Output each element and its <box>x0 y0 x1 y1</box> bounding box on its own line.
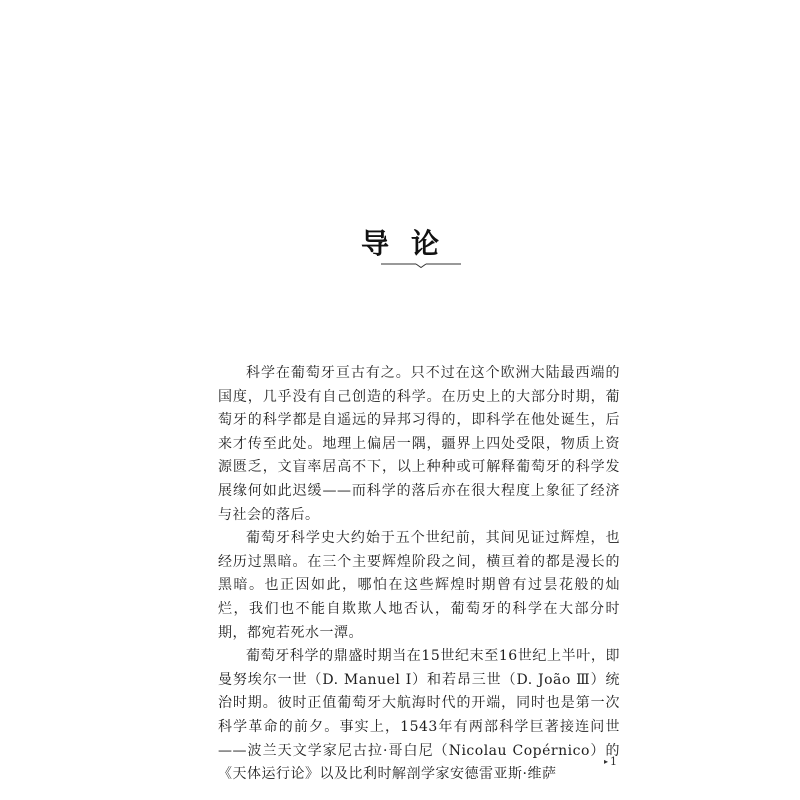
paragraph-1: 科学在葡萄牙亘古有之。只不过在这个欧洲大陆最西端的国度，几乎没有自己创造的科学。在历史上的大部分时期，葡萄牙的科学都是自遥远的异邦习得的，即科学在他处诞生，后来才传至此处。地理上偏居一隅，疆界上四处受限，物质上资源匮乏，文盲率居高不下，以上种种或可解释葡萄牙的科学发展缘何如此迟缓——而科学的落后亦在很大程度上象征了经济与社会的落后。 <box>218 365 620 523</box>
paragraph-2: 葡萄牙科学史大约始于五个世纪前，其间见证过辉煌，也经历过黑暗。在三个主要辉煌阶段之间，横亘着的都是漫长的黑暗。也正因如此，哪怕在这些辉煌时期曾有过昙花般的灿烂，我们也不能自欺欺人地否认，葡萄牙的科学在大部分时期，都宛若死水一潭。 <box>218 530 620 641</box>
page-footer <box>604 755 617 768</box>
title-ornament-rule <box>381 262 461 268</box>
chevron-down-icon <box>416 264 426 268</box>
page-number: 1 <box>610 755 618 768</box>
page-marker-icon: ▸ <box>604 757 609 766</box>
paragraph-3: 葡萄牙科学的鼎盛时期当在15世纪末至16世纪上半叶，即曼努埃尔一世（D. Manuel Ⅰ）和若昂三世（D. João Ⅲ）统治时期。彼时正值葡萄牙大航海时代的开端，同时也是第一次科学革命的前夕。事实上，1543年有两部科学巨著接连问世——波兰天文学家尼古拉·哥白尼（Nicolau Copérnico）的《天体运行论》以及比利时解剖学家安德雷亚斯·维萨 <box>218 648 620 783</box>
chapter-title: 导论 <box>360 227 461 260</box>
body-text <box>218 362 620 787</box>
